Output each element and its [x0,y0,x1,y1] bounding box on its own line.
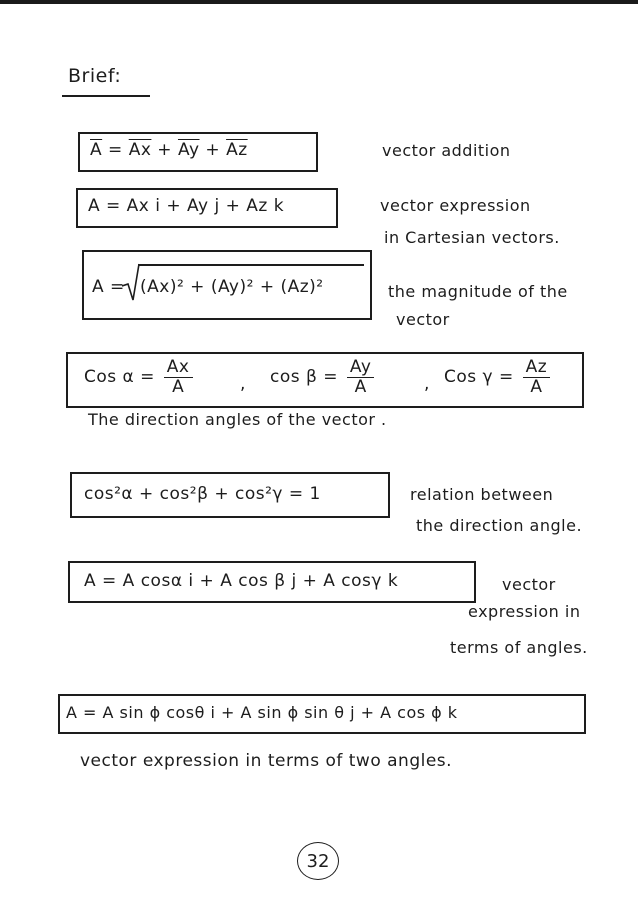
radical-vinculum [138,264,364,266]
description-relation-line1: relation between [410,485,554,504]
comma-separator: , [424,374,430,394]
direction-cosine-alpha [84,358,196,396]
direction-cosine-gamma [444,358,553,396]
heading-underline [62,95,150,97]
description-cartesian-line1: vector expression [380,196,531,215]
fraction-ay-over-a [347,358,375,396]
fraction-ax-over-a [164,358,193,396]
plus-sign: + [151,140,178,160]
vector-ax: $\overline{Ax}$ [128,140,152,160]
comma-separator: , [240,374,246,394]
denominator: A [172,376,185,397]
square-root-sign [122,262,140,302]
description-angles-line3: terms of angles. [450,638,588,657]
magnitude-lhs: A = [92,277,125,297]
formula-relation: cos²α + cos²β + cos²γ = 1 [84,484,321,504]
plus-sign: + [199,140,227,160]
numerator: Ax [164,358,193,378]
numerator: Az [523,358,551,378]
description-magnitude-line1: the magnitude of the [388,282,568,301]
formula-cartesian: A = Ax i + Ay j + Az k [88,196,285,216]
formula-angles: A = A cosα i + A cos β j + A cosγ k [84,571,399,591]
cos-gamma-lhs: Cos γ = [444,367,514,388]
vector-ay: $\overline{Ay}$ [177,140,200,160]
page-top-border [0,0,638,4]
description-relation-line2: the direction angle. [416,516,583,535]
formula-vector-addition [90,140,248,160]
description-direction-angles: The direction angles of the vector . [88,410,387,429]
magnitude-radicand: (Ax)² + (Ay)² + (Az)² [140,277,324,297]
description-angles-line1: vector [502,575,556,594]
description-cartesian-line2: in Cartesian vectors. [384,228,560,247]
denominator: A [354,376,367,397]
cos-alpha-lhs: Cos α = [84,367,155,388]
fraction-az-over-a [523,358,551,396]
description-angles-line2: expression in [468,602,581,621]
formula-two-angles: A = A sin ϕ cosθ i + A sin ϕ sin θ j + A cos ϕ k [66,703,458,722]
description-magnitude-line2: vector [396,310,450,329]
denominator: A [530,376,543,397]
cos-beta-lhs: cos β = [270,367,339,388]
vector-a: $\overline{A}$ [90,140,103,160]
numerator: Ay [347,358,375,378]
direction-cosine-beta [270,358,377,396]
description-two-angles: vector expression in terms of two angles. [80,751,453,771]
description-vector-addition: vector addition [382,141,511,160]
page-number: 32 [297,842,339,880]
page-heading: Brief: [68,65,122,87]
vector-az: $\overline{Az}$ [226,140,248,160]
equals-sign: = [102,140,129,160]
